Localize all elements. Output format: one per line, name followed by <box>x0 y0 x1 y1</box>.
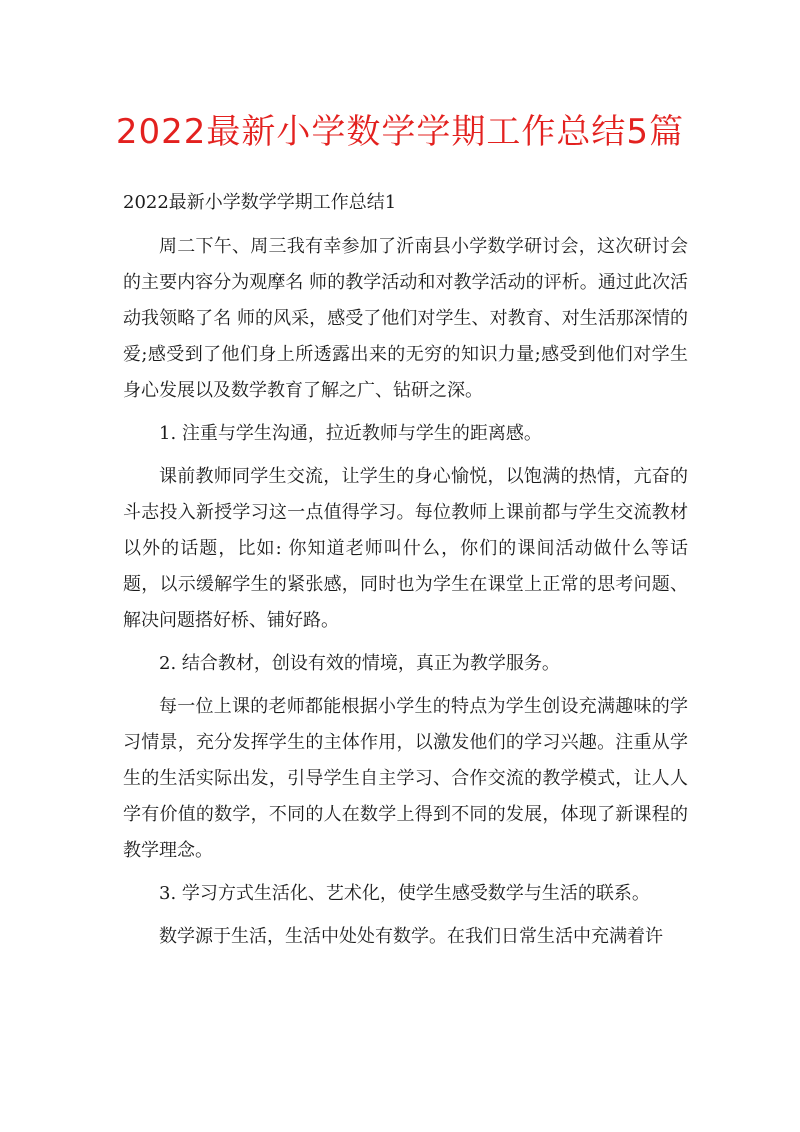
point-heading-3: 3. 学习方式生活化、艺术化，使学生感受数学与生活的联系。 <box>159 883 650 904</box>
paragraph-point-1: 课前教师同学生交流，让学生的身心愉悦，以饱满的热情，亢奋的斗志投入新授学习这一点值得学习。每位教师上课前都与学生交流教材以外的话题，比如: 你知道老师叫什么，你们的课间活动做什么等话题，以示缓解学生的紧张感，同时也为学生在课堂上正常的思考问题、解决问题搭好桥、铺好路。 <box>123 466 688 631</box>
document-body <box>123 185 688 962</box>
point-heading-2: 2. 结合教材，创设有效的情境，真正为教学服务。 <box>159 653 560 674</box>
document-title: 2022最新小学数学学期工作总结5篇 <box>115 112 685 152</box>
paragraph-point-2: 每一位上课的老师都能根据小学生的特点为学生创设充满趣味的学习情景，充分发挥学生的主体作用，以激发他们的学习兴趣。注重从学生的生活实际出发，引导学生自主学习、合作交流的教学模式，让人人学有价值的数学，不同的人在数学上得到不同的发展，体现了新课程的教学理念。 <box>123 696 688 861</box>
section-subheading: 2022最新小学数学学期工作总结1 <box>123 192 397 213</box>
paragraph-intro: 周二下午、周三我有幸参加了沂南县小学数学研讨会，这次研讨会的主要内容分为观摩名 师的教学活动和对教学活动的评析。通过此次活动我领略了名 师的风采，感受了他们对学生、对教育、对生活那深情的爱;感受到了他们身上所透露出来的无穷的知识力量;感受到他们对学生身心发展以及数学教育了解之广、钻研之深。 <box>123 236 688 401</box>
paragraph-point-3: 数学源于生活，生活中处处有数学。在我们日常生活中充满着许 <box>159 926 663 947</box>
point-heading-1: 1. 注重与学生沟通，拉近教师与学生的距离感。 <box>159 423 542 444</box>
